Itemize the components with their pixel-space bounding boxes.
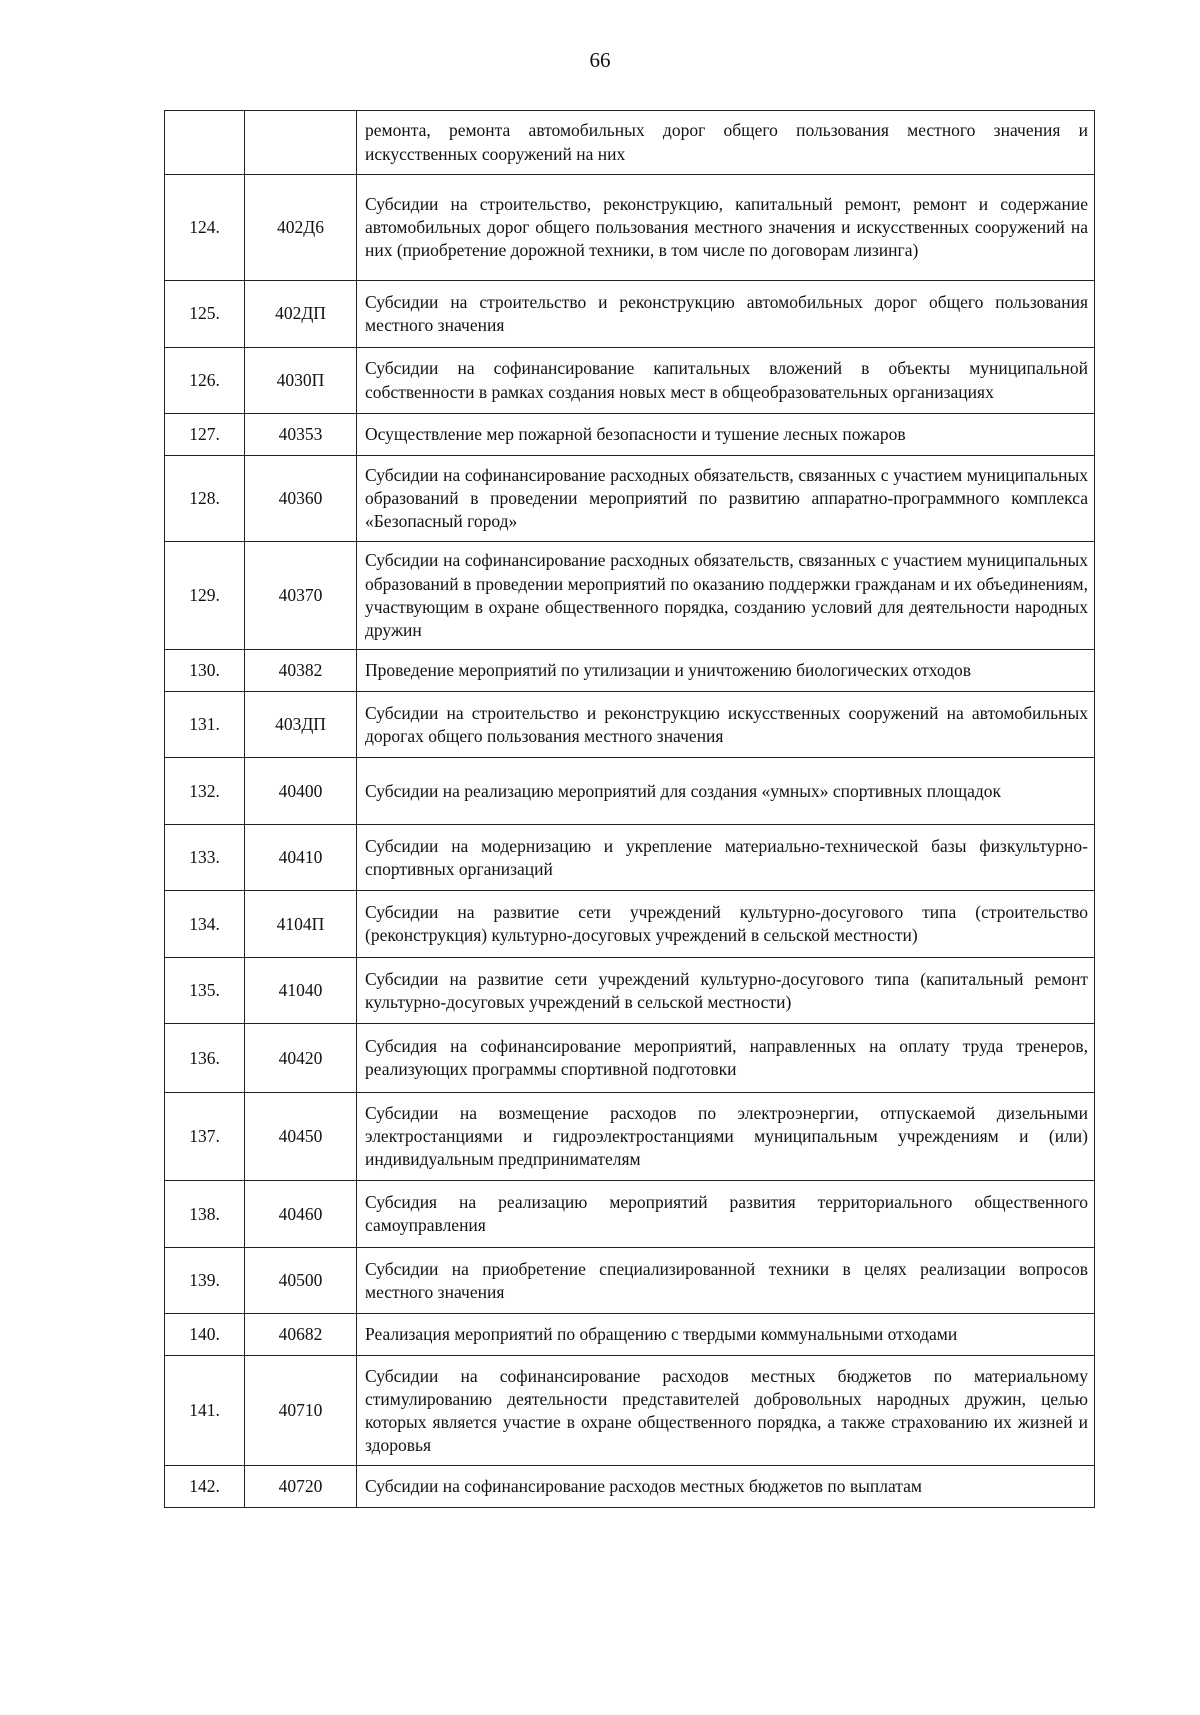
row-code: 402ДП <box>245 281 357 348</box>
row-description: Субсидии на реализацию мероприятий для создания «умных» спортивных площадок <box>357 758 1095 825</box>
table-row <box>165 891 1095 958</box>
row-description: Субсидии на софинансирование расходов местных бюджетов по материальному стимулированию деятельности представителей добровольных народных дружин, целью которых является участие в охране общественного порядка, а также страхованию их жизней и здоровья <box>357 1356 1095 1466</box>
row-code: 40500 <box>245 1248 357 1314</box>
row-number: 137. <box>165 1093 245 1181</box>
row-number: 141. <box>165 1356 245 1466</box>
row-number: 129. <box>165 542 245 650</box>
row-description: Реализация мероприятий по обращению с твердыми коммунальными отходами <box>357 1314 1095 1356</box>
row-code: 40410 <box>245 825 357 891</box>
row-number: 130. <box>165 650 245 692</box>
row-description: Субсидии на софинансирование капитальных вложений в объекты муниципальной собственности в рамках создания новых мест в общеобразовательных организациях <box>357 348 1095 414</box>
row-number: 131. <box>165 692 245 758</box>
row-code: 40382 <box>245 650 357 692</box>
row-number: 127. <box>165 414 245 456</box>
row-description: Субсидии на приобретение специализированной техники в целях реализации вопросов местного значения <box>357 1248 1095 1314</box>
row-code: 40460 <box>245 1181 357 1248</box>
table-row <box>165 1356 1095 1466</box>
table-row <box>165 825 1095 891</box>
row-description: Субсидия на софинансирование мероприятий, направленных на оплату труда тренеров, реализующих программы спортивной подготовки <box>357 1024 1095 1093</box>
row-code: 40720 <box>245 1466 357 1508</box>
row-number: 128. <box>165 456 245 542</box>
table-row <box>165 958 1095 1024</box>
row-code: 4104П <box>245 891 357 958</box>
row-code: 4030П <box>245 348 357 414</box>
row-code: 40400 <box>245 758 357 825</box>
row-description: ремонта, ремонта автомобильных дорог общего пользования местного значения и искусственных сооружений на них <box>357 111 1095 175</box>
table-row <box>165 111 1095 175</box>
row-description: Субсидии на строительство и реконструкцию искусственных сооружений на автомобильных дорогах общего пользования местного значения <box>357 692 1095 758</box>
subsidy-table <box>164 110 1095 1508</box>
row-description: Субсидии на софинансирование расходов местных бюджетов по выплатам <box>357 1466 1095 1508</box>
row-number: 142. <box>165 1466 245 1508</box>
row-code <box>245 111 357 175</box>
table-row <box>165 175 1095 281</box>
row-number: 125. <box>165 281 245 348</box>
row-number: 138. <box>165 1181 245 1248</box>
row-description: Субсидии на строительство, реконструкцию, капитальный ремонт, ремонт и содержание автомобильных дорог общего пользования местного значения и искусственных сооружений на них (приобретение дорожной техники, в том числе по договорам лизинга) <box>357 175 1095 281</box>
row-description: Субсидии на развитие сети учреждений культурно-досугового типа (капитальный ремонт культурно-досуговых учреждений в сельской местности) <box>357 958 1095 1024</box>
table-row <box>165 692 1095 758</box>
table-row <box>165 1466 1095 1508</box>
row-number: 140. <box>165 1314 245 1356</box>
table-row <box>165 1314 1095 1356</box>
row-number: 133. <box>165 825 245 891</box>
row-number: 139. <box>165 1248 245 1314</box>
row-code: 403ДП <box>245 692 357 758</box>
table-row <box>165 1181 1095 1248</box>
row-description: Осуществление мер пожарной безопасности и тушение лесных пожаров <box>357 414 1095 456</box>
row-description: Субсидии на софинансирование расходных обязательств, связанных с участием муниципальных образований в проведении мероприятий по оказанию поддержки гражданам и их объединениям, участвующим в охране общественного порядка, созданию условий для деятельности народных дружин <box>357 542 1095 650</box>
table-row <box>165 1093 1095 1181</box>
row-number: 132. <box>165 758 245 825</box>
table-row <box>165 456 1095 542</box>
row-code: 41040 <box>245 958 357 1024</box>
page-number: 66 <box>589 48 611 72</box>
row-description: Субсидии на развитие сети учреждений культурно-досугового типа (строительство (реконструкция) культурно-досуговых учреждений в сельской местности) <box>357 891 1095 958</box>
row-description: Субсидии на модернизацию и укрепление материально-технической базы физкультурно-спортивных организаций <box>357 825 1095 891</box>
row-number: 126. <box>165 348 245 414</box>
row-code: 40710 <box>245 1356 357 1466</box>
row-code: 40682 <box>245 1314 357 1356</box>
table-row <box>165 1248 1095 1314</box>
row-code: 40420 <box>245 1024 357 1093</box>
row-code: 40360 <box>245 456 357 542</box>
row-description: Субсидии на софинансирование расходных обязательств, связанных с участием муниципальных образований в проведении мероприятий по развитию аппаратно-программного комплекса «Безопасный город» <box>357 456 1095 542</box>
row-code: 40370 <box>245 542 357 650</box>
row-number: 136. <box>165 1024 245 1093</box>
row-code: 40353 <box>245 414 357 456</box>
row-description: Проведение мероприятий по утилизации и уничтожению биологических отходов <box>357 650 1095 692</box>
row-number: 124. <box>165 175 245 281</box>
row-number: 135. <box>165 958 245 1024</box>
table-row <box>165 650 1095 692</box>
row-number <box>165 111 245 175</box>
row-code: 40450 <box>245 1093 357 1181</box>
row-number: 134. <box>165 891 245 958</box>
table-row <box>165 348 1095 414</box>
table-row <box>165 414 1095 456</box>
table-row <box>165 1024 1095 1093</box>
table-row <box>165 542 1095 650</box>
row-description: Субсидии на строительство и реконструкцию автомобильных дорог общего пользования местного значения <box>357 281 1095 348</box>
row-description: Субсидия на реализацию мероприятий развития территориального общественного самоуправления <box>357 1181 1095 1248</box>
row-description: Субсидии на возмещение расходов по электроэнергии, отпускаемой дизельными электростанциями и гидроэлектростанциями муниципальным учреждениям и (или) индивидуальным предпринимателям <box>357 1093 1095 1181</box>
table-row <box>165 758 1095 825</box>
table-row <box>165 281 1095 348</box>
row-code: 402Д6 <box>245 175 357 281</box>
